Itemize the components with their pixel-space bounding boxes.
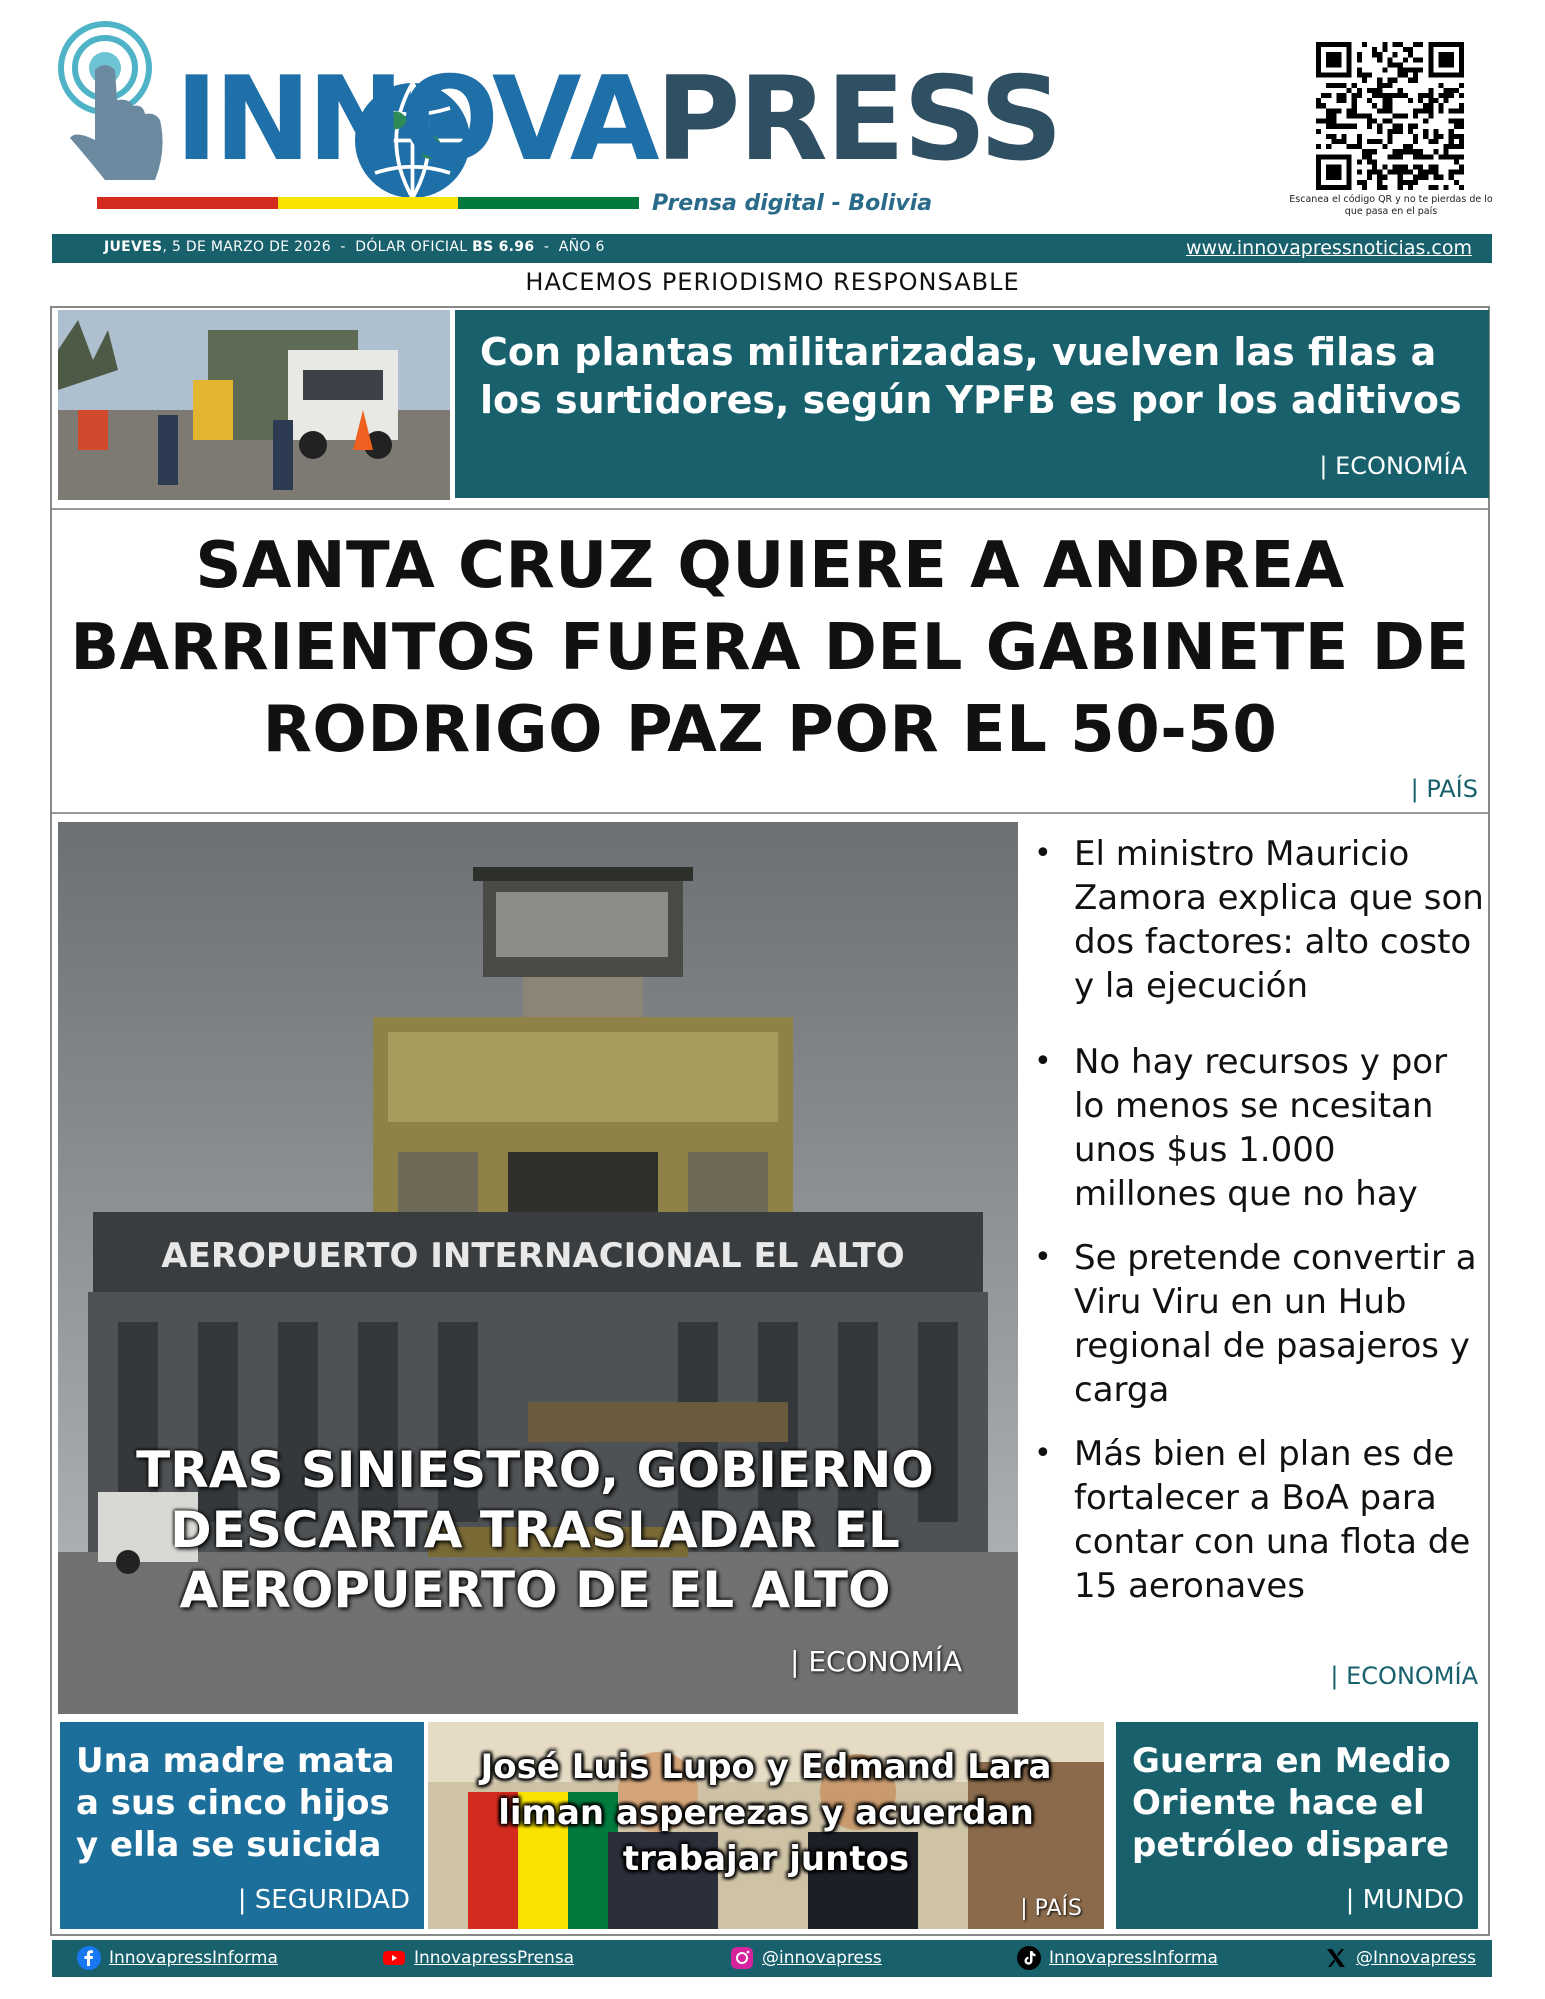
- feature-headline[interactable]: TRAS SINIESTRO, GOBIERNO DESCARTA TRASLADAR EL AEROPUERTO DE EL ALTO: [136, 1441, 934, 1619]
- social-facebook[interactable]: [77, 1946, 278, 1970]
- main-headline[interactable]: SANTA CRUZ QUIERE A ANDREA BARRIENTOS FUERA DEL GABINETE DE RODRIGO PAZ POR EL 50-50: [70, 529, 1470, 767]
- social-tiktok[interactable]: [1017, 1946, 1218, 1970]
- bullet-dot-icon: •: [1034, 836, 1052, 871]
- bullet-text: Se pretende convertir a Viru Viru en un Hub regional de pasajeros y carga: [1074, 1238, 1477, 1410]
- bottom-story-2[interactable]: [428, 1722, 1104, 1929]
- bottom-story-3[interactable]: [1116, 1722, 1478, 1929]
- tiktok-icon: [1017, 1946, 1041, 1970]
- social-youtube[interactable]: [382, 1946, 574, 1970]
- main-section[interactable]: | PAÍS: [1410, 775, 1478, 803]
- tagline: Prensa digital - Bolivia: [652, 191, 933, 216]
- facebook-icon: [77, 1946, 101, 1970]
- bottom-story-headline[interactable]: Una madre mata a sus cinco hijos y ella se suicida: [76, 1741, 395, 1865]
- youtube-icon: [382, 1946, 406, 1970]
- divider: [52, 508, 1488, 510]
- info-bar: [52, 234, 1492, 263]
- x-icon: [1324, 1946, 1348, 1970]
- bottom-story-section[interactable]: | PAÍS: [1020, 1896, 1082, 1921]
- qr-code-icon[interactable]: [1316, 42, 1464, 190]
- logo-innova: INNOVA: [175, 52, 656, 187]
- bullet-item: [1030, 1236, 1485, 1412]
- social-label[interactable]: @innovapress: [762, 1948, 882, 1968]
- bullet-text: Más bien el plan es de fortalecer a BoA para contar con una flota de 15 aeronaves: [1074, 1434, 1471, 1606]
- divider: [52, 812, 1488, 814]
- social-label[interactable]: InnovapressInforma: [1049, 1948, 1218, 1968]
- issue-year: - AÑO 6: [534, 239, 605, 255]
- qr-caption: Escanea el código QR y no te pierdas de lo que pasa en el país: [1289, 194, 1493, 217]
- bullet-dot-icon: •: [1034, 1240, 1052, 1275]
- instagram-icon: [730, 1946, 754, 1970]
- bullet-dot-icon: •: [1034, 1044, 1052, 1079]
- bullet-item: [1030, 832, 1485, 1008]
- top-story-photo[interactable]: [58, 310, 450, 500]
- top-story-section[interactable]: | ECONOMÍA: [1319, 452, 1467, 480]
- social-instagram[interactable]: [730, 1946, 882, 1970]
- bullet-dot-icon: •: [1034, 1436, 1052, 1471]
- bottom-story-headline[interactable]: Guerra en Medio Oriente hace el petróleo dispare: [1132, 1741, 1451, 1865]
- logo-wordmark: [175, 52, 1061, 187]
- bullet-item: [1030, 1432, 1485, 1608]
- social-label[interactable]: InnovapressPrensa: [414, 1948, 575, 1968]
- bolivia-flag-stripe: [97, 197, 639, 209]
- top-story-box[interactable]: [455, 310, 1489, 498]
- issue-date: , 5 DE MARZO DE 2026: [162, 239, 331, 255]
- social-label[interactable]: @Innovapress: [1356, 1948, 1477, 1968]
- bottom-story-headline[interactable]: José Luis Lupo y Edmand Lara liman asperezas y acuerdan trabajar juntos: [480, 1747, 1052, 1879]
- logo-press: PRESS: [655, 52, 1061, 187]
- top-story-headline[interactable]: Con plantas militarizadas, vuelven las filas a los surtidores, según YPFB es por los aditivos: [480, 330, 1462, 422]
- airport-sign: AEROPUERTO INTERNACIONAL EL ALTO: [161, 1236, 905, 1276]
- issue-day: JUEVES: [104, 239, 163, 255]
- website-link[interactable]: www.innovapressnoticias.com: [1185, 237, 1472, 259]
- feature-section[interactable]: | ECONOMÍA: [790, 1645, 963, 1678]
- bottom-story-section[interactable]: | SEGURIDAD: [237, 1885, 410, 1915]
- social-x[interactable]: [1324, 1946, 1476, 1970]
- bullets-section[interactable]: | ECONOMÍA: [1330, 1662, 1478, 1690]
- motto: HACEMOS PERIODISMO RESPONSABLE: [525, 268, 1020, 296]
- bullet-text: No hay recursos y por lo menos se ncesitan unos $us 1.000 millones que no hay: [1074, 1042, 1448, 1214]
- bottom-story-section[interactable]: | MUNDO: [1345, 1885, 1464, 1915]
- social-footer: [52, 1940, 1492, 1977]
- touch-hand-icon: [55, 20, 185, 190]
- bullet-item: [1030, 1040, 1485, 1216]
- dollar-rate: BS 6.96: [472, 239, 535, 255]
- issue-info: [104, 239, 605, 255]
- bullet-text: El ministro Mauricio Zamora explica que son dos factores: alto costo y la ejecución: [1074, 834, 1484, 1006]
- dollar-label: - DÓLAR OFICIAL: [330, 239, 473, 255]
- bottom-story-1[interactable]: [60, 1722, 424, 1929]
- social-label[interactable]: InnovapressInforma: [109, 1948, 278, 1968]
